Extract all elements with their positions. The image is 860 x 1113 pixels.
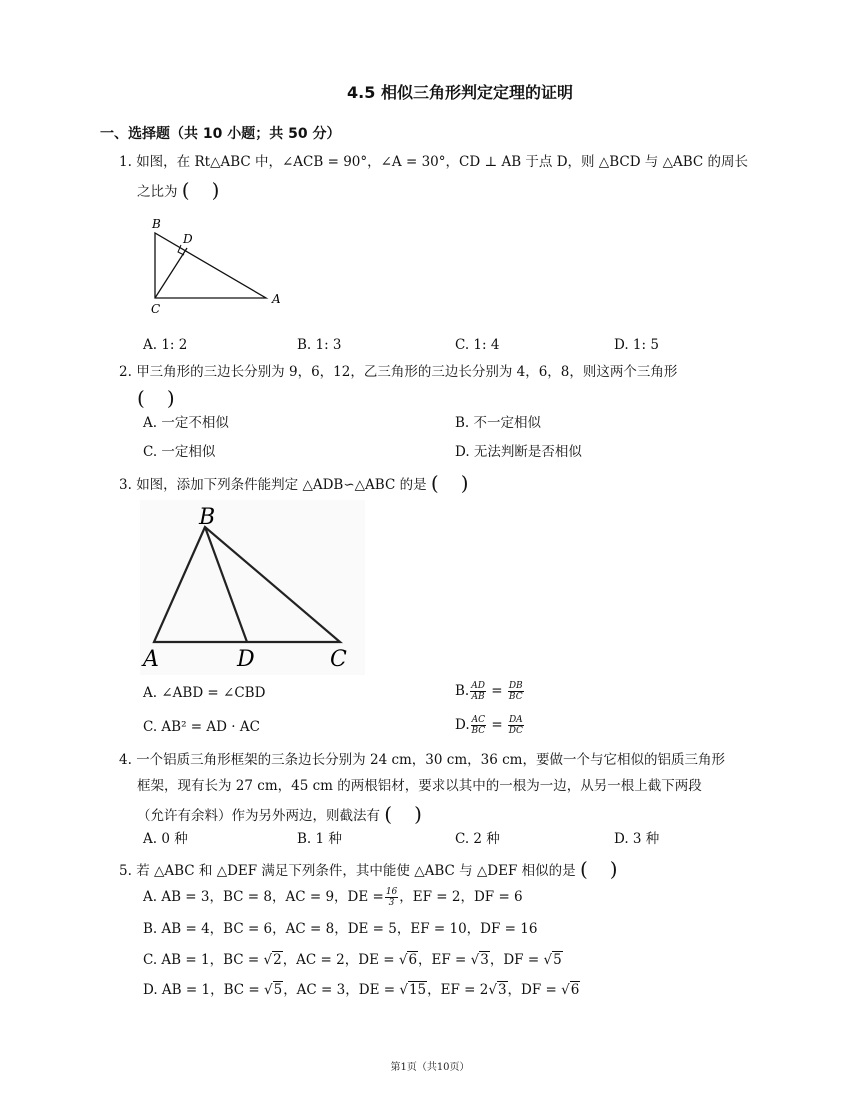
numerator: AD — [471, 681, 485, 691]
numerator: DA — [508, 715, 523, 725]
radicand: 6 — [570, 982, 580, 998]
option-letter: B. — [455, 683, 470, 699]
question-4-line-3 — [137, 803, 422, 826]
label-c: C — [151, 302, 161, 316]
fraction — [508, 715, 524, 736]
question-1-line-2 — [137, 179, 219, 202]
answer-blank-close: ) — [166, 386, 175, 410]
question-3-figure — [140, 500, 365, 675]
q3-option-d[interactable]: D. $\frac{AC}{BC}$ = $\frac{DA}{DC}$ — [455, 715, 523, 736]
question-1-text-2: 之比为 — [137, 184, 178, 200]
q2-option-b[interactable]: B. 不一定相似 — [455, 415, 542, 431]
q2-option-a[interactable]: A. 一定不相似 — [143, 415, 229, 431]
altitude-cd — [155, 248, 187, 298]
q4-option-a[interactable]: A. 0 种 — [143, 831, 188, 847]
question-2-text: 甲三角形的三边长分别为 9，6，12，乙三角形的三边长分别为 4，6，8，则这两个三角形 — [136, 364, 678, 380]
sqrt: √3 — [488, 982, 507, 998]
option-text: A. AB = 3，BC = 8，AC = 9，DE = — [143, 889, 384, 905]
q4-option-d[interactable]: D. 3 种 — [614, 831, 660, 847]
q3-option-a[interactable]: A. ∠ABD = ∠CBD — [143, 685, 266, 701]
question-5-line-1 — [119, 858, 618, 881]
answer-blank-close: ) — [414, 802, 422, 826]
sqrt: √3 — [470, 952, 489, 968]
answer-blank-open: ( — [384, 802, 393, 826]
q1-option-d[interactable]: D. 1: 5 — [614, 337, 659, 353]
question-4-text-3: （允许有余料）作为另外两边，则截法有 — [137, 808, 380, 824]
question-2-line-1 — [119, 362, 677, 382]
question-2-line-2 — [137, 387, 175, 410]
question-3-number: 3. — [119, 477, 132, 493]
label-c: C — [330, 647, 347, 672]
q5-option-d[interactable] — [143, 980, 580, 1000]
q1-option-c[interactable]: C. 1: 4 — [455, 337, 500, 353]
q5-option-b[interactable]: B. AB = 4，BC = 6，AC = 8，DE = 5，EF = 10，DF = 16 — [143, 921, 538, 937]
q4-option-c[interactable]: C. 2 种 — [455, 831, 500, 847]
option-text: ，EF = — [418, 952, 471, 968]
q2-option-d[interactable]: D. 无法判断是否相似 — [455, 444, 582, 460]
radicand: 5 — [273, 982, 283, 998]
fraction — [470, 681, 486, 702]
numerator: 16 — [385, 887, 398, 897]
radicand: 6 — [408, 952, 418, 968]
numerator: AC — [471, 715, 486, 725]
answer-blank-close: ) — [211, 178, 220, 202]
answer-blank-open: ( — [579, 857, 588, 881]
question-4-line-2: 框架，现有长为 27 cm，45 cm 的两根铝材，要求以其中的一根为一边，从另一根上截下两段 — [137, 778, 702, 794]
question-4-number: 4. — [119, 752, 132, 768]
question-5-text: 若 △ABC 和 △DEF 满足下列条件，其中能使 △ABC 与 △DEF 相似的是 — [136, 863, 576, 879]
section-heading: 一、选择题（共 10 小题；共 50 分） — [100, 126, 341, 142]
triangle-abc — [155, 233, 266, 298]
page-title: 4.5 相似三角形判定定理的证明 — [347, 83, 573, 102]
option-text: ，DF = — [507, 982, 562, 998]
question-1-text: 如图，在 Rt△ABC 中，∠ACB = 90°，∠A = 30°，CD ⊥ AB 于点 D，则 △BCD 与 △ABC 的周长 — [136, 154, 749, 170]
label-d: D — [237, 647, 255, 672]
sqrt: √5 — [263, 982, 283, 998]
option-letter: D. — [455, 717, 470, 733]
option-text: ，EF = 2，DF = 6 — [399, 889, 523, 905]
question-2-number: 2. — [119, 364, 132, 380]
question-1-figure — [140, 210, 290, 320]
label-b: B — [199, 505, 216, 530]
denominator: BC — [508, 692, 523, 702]
radicand: 3 — [497, 982, 507, 998]
option-text: C. AB = 1，BC = — [143, 952, 264, 968]
label-a: A — [143, 647, 159, 672]
answer-blank-open: ( — [181, 178, 190, 202]
q3-option-b[interactable]: B. $\frac{AD}{AB}$ = $\frac{DB}{BC}$ — [455, 681, 523, 702]
sqrt: √6 — [398, 952, 418, 968]
option-text: ，EF = 2 — [427, 982, 489, 998]
answer-blank-open: ( — [430, 471, 439, 495]
label-b: B — [152, 217, 161, 231]
q1-option-b[interactable]: B. 1: 3 — [297, 337, 342, 353]
question-3-text: 如图，添加下列条件能判定 △ADB∽△ABC 的是 — [136, 477, 427, 493]
sqrt: √2 — [263, 952, 282, 968]
answer-blank-open: ( — [137, 386, 145, 410]
question-3-line-1 — [119, 472, 469, 495]
denominator: 3 — [388, 898, 395, 908]
question-5-number: 5. — [119, 863, 132, 879]
question-1-line-1 — [119, 152, 748, 172]
q3-option-c[interactable]: C. AB² = AD · AC — [143, 719, 260, 735]
sqrt: √6 — [561, 982, 580, 998]
answer-blank-close: ) — [460, 471, 469, 495]
label-a: A — [272, 292, 281, 306]
label-d: D — [183, 232, 193, 246]
option-text: D. AB = 1，BC = — [143, 982, 264, 998]
option-text: ，DF = — [489, 952, 544, 968]
radicand: 15 — [408, 982, 427, 998]
option-text: ，AC = 3，DE = — [283, 982, 400, 998]
q5-option-c[interactable] — [143, 950, 563, 970]
option-text: ，AC = 2，DE = — [282, 952, 399, 968]
radicand: 5 — [553, 952, 562, 968]
q4-option-b[interactable]: B. 1 种 — [297, 831, 342, 847]
fraction — [471, 715, 486, 736]
page-footer: 第1页（共10页） — [390, 1062, 470, 1073]
answer-blank-close: ) — [609, 857, 618, 881]
numerator: DB — [508, 681, 523, 691]
denominator: BC — [471, 726, 486, 736]
question-4-line-1 — [119, 750, 725, 770]
denominator: AB — [471, 692, 485, 702]
radicand: 3 — [480, 952, 489, 968]
question-4-text: 一个铝质三角形框架的三条边长分别为 24 cm，30 cm，36 cm，要做一个与它相似的铝质三角形 — [136, 752, 725, 768]
q2-option-c[interactable]: C. 一定相似 — [143, 444, 216, 460]
q5-option-a[interactable] — [143, 887, 523, 908]
q1-option-a[interactable]: A. 1: 2 — [143, 337, 188, 353]
sqrt: √5 — [543, 952, 562, 968]
denominator: DC — [508, 726, 523, 736]
radicand: 2 — [273, 952, 282, 968]
fraction — [508, 681, 524, 702]
question-1-number: 1. — [119, 154, 132, 170]
fraction — [385, 887, 398, 908]
sqrt: √15 — [399, 982, 427, 998]
